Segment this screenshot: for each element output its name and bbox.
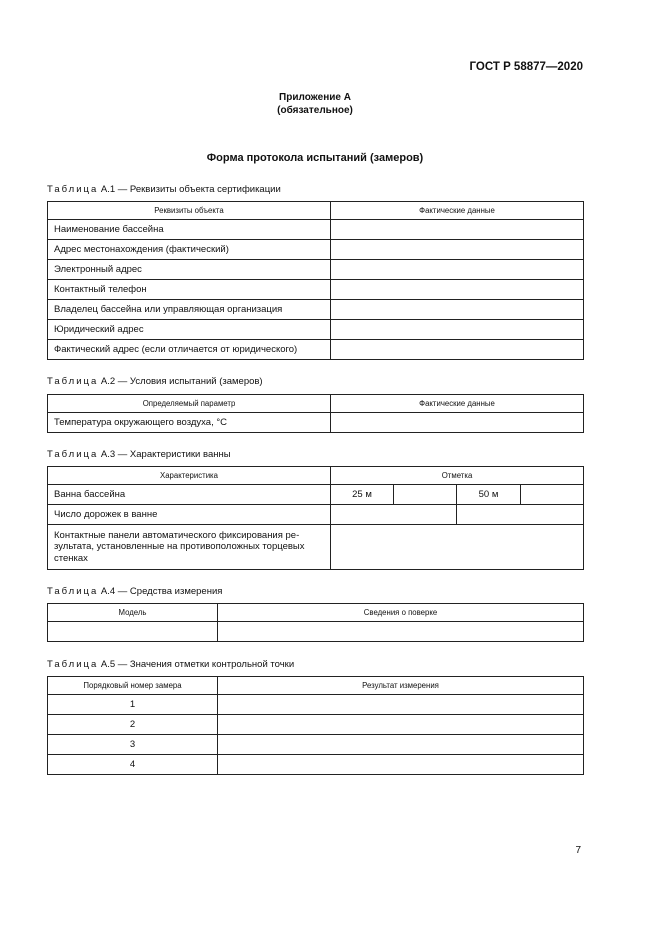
table-header-row <box>48 604 584 622</box>
value-cell[interactable] <box>331 320 584 340</box>
table-row <box>48 715 584 735</box>
table-row <box>48 300 584 320</box>
appendix-heading <box>0 91 630 117</box>
row-label: Юридический адрес <box>48 320 331 340</box>
pool-length-25: 25 м <box>331 485 394 505</box>
table-row <box>48 220 584 240</box>
value-cell[interactable] <box>331 413 584 433</box>
appendix-title: Приложение А <box>279 92 351 103</box>
value-cell[interactable] <box>218 695 584 715</box>
table-a3 <box>47 466 584 570</box>
table-a1 <box>47 201 584 360</box>
row-number: 2 <box>48 715 218 735</box>
value-cell[interactable] <box>218 735 584 755</box>
mark-cell-25[interactable] <box>394 485 457 505</box>
value-cell[interactable] <box>331 220 584 240</box>
row-number: 3 <box>48 735 218 755</box>
column-header: Реквизиты объекта <box>48 202 331 220</box>
form-title: Форма протокола испытаний (замеров) <box>206 152 424 164</box>
row-label: Ванна бассейна <box>48 485 331 505</box>
table-row <box>48 505 584 525</box>
table-a5-caption: Таблица А.5 — Значения отметки контрольной точки <box>47 659 295 670</box>
row-number: 4 <box>48 755 218 775</box>
page-number: 7 <box>575 845 581 856</box>
column-header: Отметка <box>331 467 584 485</box>
row-label: Адрес местонахождения (фактический) <box>48 240 331 260</box>
table-a3-caption: Таблица А.3 — Характеристики ванны <box>47 449 231 460</box>
row-label: Наименование бассейна <box>48 220 331 240</box>
row-label: Электронный адрес <box>48 260 331 280</box>
column-header: Порядковый номер замера <box>48 677 218 695</box>
table-header-row <box>48 467 584 485</box>
table-a4 <box>47 603 584 642</box>
table-header-row <box>48 395 584 413</box>
row-label: Контактные панели автоматического фиксирования ре-зультата, установленные на противоположных торцевых стенках <box>48 525 331 570</box>
table-a4-caption: Таблица А.4 — Средства измерения <box>47 586 223 597</box>
table-row <box>48 622 584 642</box>
pool-length-50: 50 м <box>457 485 521 505</box>
table-row <box>48 280 584 300</box>
table-row <box>48 485 584 505</box>
column-header: Фактические данные <box>331 395 584 413</box>
table-a1-caption: Таблица А.1 — Реквизиты объекта сертификации <box>47 184 281 195</box>
value-cell[interactable] <box>218 715 584 735</box>
row-label: Контактный телефон <box>48 280 331 300</box>
column-header: Сведения о поверке <box>218 604 584 622</box>
value-cell[interactable] <box>331 525 584 570</box>
value-cell[interactable] <box>48 622 218 642</box>
appendix-subtitle: (обязательное) <box>277 105 353 116</box>
row-label: Температура окружающего воздуха, °С <box>48 413 331 433</box>
table-row <box>48 755 584 775</box>
mark-cell-50[interactable] <box>521 485 584 505</box>
table-row <box>48 735 584 755</box>
table-header-row <box>48 677 584 695</box>
column-header: Определяемый параметр <box>48 395 331 413</box>
table-row <box>48 260 584 280</box>
table-row <box>48 340 584 360</box>
column-header: Фактические данные <box>331 202 584 220</box>
column-header: Результат измерения <box>218 677 584 695</box>
table-a5 <box>47 676 584 775</box>
value-cell[interactable] <box>218 755 584 775</box>
table-row <box>48 320 584 340</box>
row-label: Фактический адрес (если отличается от юридического) <box>48 340 331 360</box>
value-cell[interactable] <box>218 622 584 642</box>
value-cell[interactable] <box>331 340 584 360</box>
column-header: Характеристика <box>48 467 331 485</box>
value-cell[interactable] <box>457 505 584 525</box>
table-a2 <box>47 394 584 433</box>
row-label: Владелец бассейна или управляющая организация <box>48 300 331 320</box>
table-row <box>48 525 584 570</box>
column-header: Модель <box>48 604 218 622</box>
value-cell[interactable] <box>331 280 584 300</box>
row-label: Число дорожек в ванне <box>48 505 331 525</box>
value-cell[interactable] <box>331 505 457 525</box>
value-cell[interactable] <box>331 240 584 260</box>
table-row <box>48 695 584 715</box>
value-cell[interactable] <box>331 300 584 320</box>
row-number: 1 <box>48 695 218 715</box>
value-cell[interactable] <box>331 260 584 280</box>
table-header-row <box>48 202 584 220</box>
table-row <box>48 240 584 260</box>
table-row <box>48 413 584 433</box>
table-a2-caption: Таблица А.2 — Условия испытаний (замеров) <box>47 376 263 387</box>
standard-number: ГОСТ Р 58877—2020 <box>469 61 583 73</box>
